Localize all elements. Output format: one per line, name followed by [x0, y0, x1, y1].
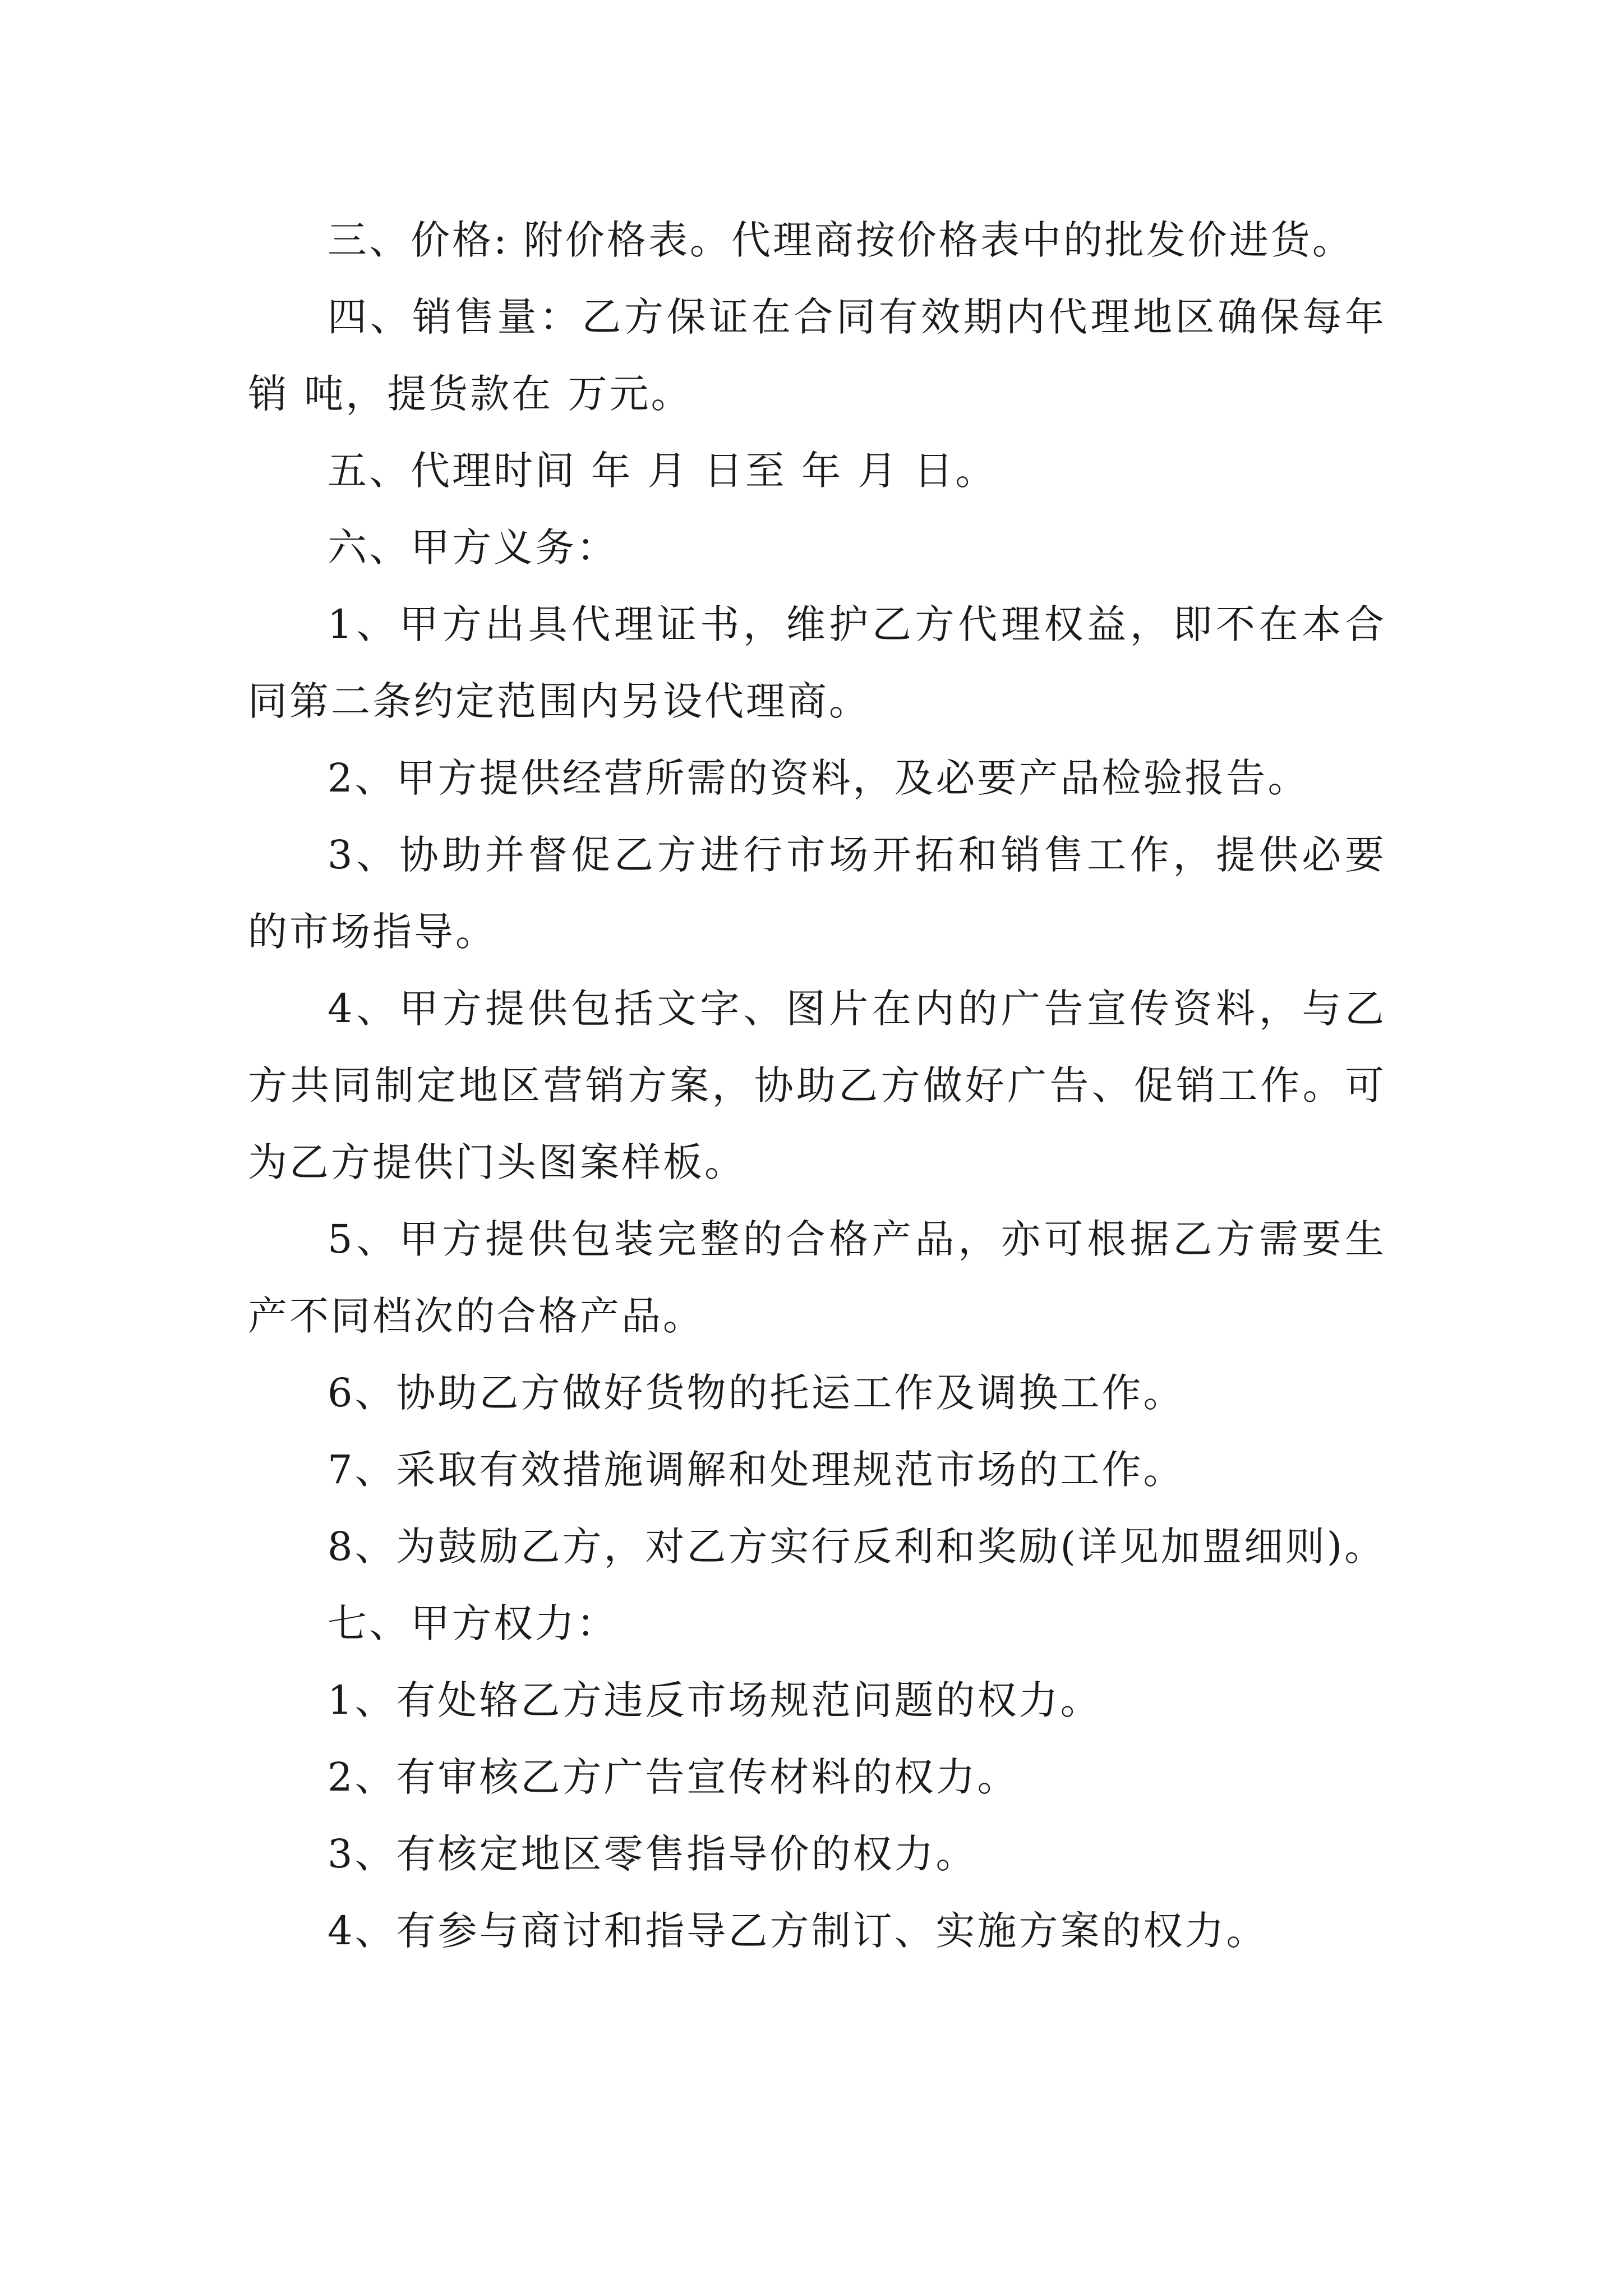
paragraph-obligation-8: 8、为鼓励乙方，对乙方实行反利和奖励(详见加盟细则)。	[328, 1524, 1386, 1570]
paragraph-obligation-4: 4、甲方提供包括文字、图片在内的广告宣传资料，与乙方共同制定地区营销方案，协助乙方做好广告、促销工作。可为乙方提供门头图案样板。	[248, 986, 1386, 1185]
paragraph-obligation-6: 6、协助乙方做好货物的托运工作及调换工作。	[328, 1370, 1185, 1416]
paragraph-right-2: 2、有审核乙方广告宣传材料的权力。	[328, 1754, 1019, 1800]
paragraph-right-1: 1、有处辂乙方违反市场规范问题的权力。	[328, 1677, 1102, 1723]
document-body	[248, 202, 1386, 1970]
paragraph-obligation-2: 2、甲方提供经营所需的资料，及必要产品检验报告。	[328, 755, 1310, 801]
paragraph-obligation-7: 7、采取有效措施调解和处理规范市场的工作。	[328, 1447, 1185, 1493]
paragraph-agency-period: 五、代理时间 年 月 日至 年 月 日。	[328, 448, 997, 494]
paragraph-right-4: 4、有参与商讨和指导乙方制订、实施方案的权力。	[328, 1908, 1268, 1954]
paragraph-sales-volume: 四、销售量：乙方保证在合同有效期内代理地区确保每年销 吨，提货款在 万元。	[248, 294, 1386, 417]
paragraph-price: 三、价格: 附价格表。代理商按价格表中的批发价进货。	[328, 217, 1354, 263]
paragraph-obligation-3: 3、协助并督促乙方进行市场开拓和销售工作，提供必要的市场指导。	[248, 832, 1386, 955]
paragraph-obligation-5: 5、甲方提供包装完整的合格产品，亦可根据乙方需要生产不同档次的合格产品。	[248, 1216, 1386, 1339]
section-heading-party-a-obligations: 六、甲方义务：	[328, 524, 618, 570]
paragraph-obligation-1: 1、甲方出具代理证书，维护乙方代理权益，即不在本合同第二条约定范围内另设代理商。	[248, 601, 1386, 724]
section-heading-party-a-rights: 七、甲方权力：	[328, 1600, 618, 1646]
paragraph-right-3: 3、有核定地区零售指导价的权力。	[328, 1831, 978, 1877]
